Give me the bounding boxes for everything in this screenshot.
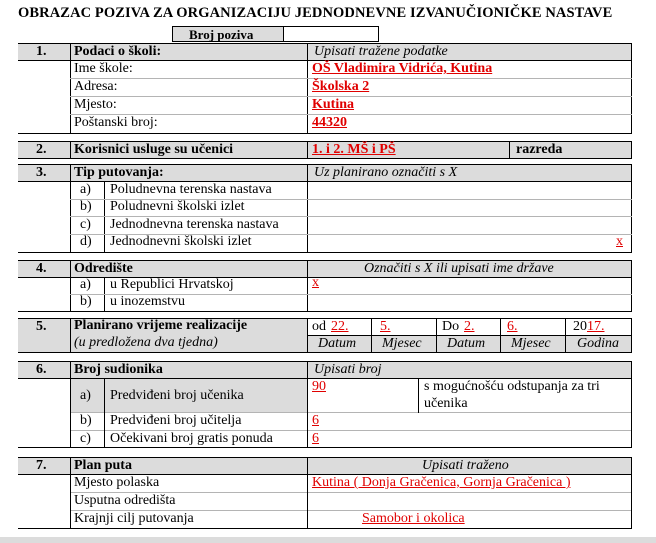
school-name-value[interactable]: OŠ Vladimira Vidrića, Kutina xyxy=(312,61,493,76)
trip-type-c-letter: c) xyxy=(80,217,91,232)
broj-poziva-label-cell xyxy=(172,26,284,42)
postal-code-value[interactable]: 44320 xyxy=(312,115,347,130)
section-3-number: 3. xyxy=(36,165,47,180)
year-suffix: 17. xyxy=(587,319,605,334)
teachers-count[interactable]: 6 xyxy=(312,413,319,428)
gratis-count[interactable]: 6 xyxy=(312,431,319,446)
section-4-header: Odredište xyxy=(74,261,133,276)
caption-godina: Godina xyxy=(577,336,619,351)
section-6-hint: Upisati broj xyxy=(314,362,382,377)
students-note-line1: s mogućnošću odstupanja za tri xyxy=(424,379,600,394)
date-from-label: od xyxy=(312,319,326,334)
trip-type-a-label: Poludnevna terenska nastava xyxy=(110,182,272,197)
final-destination-value[interactable]: Samobor i okolica xyxy=(362,511,465,526)
gratis-letter: c) xyxy=(80,431,91,446)
students-count[interactable]: 90 xyxy=(312,379,326,394)
destination-a-letter: a) xyxy=(80,277,91,292)
destination-a-mark[interactable]: x xyxy=(312,275,319,290)
year-prefix: 20 xyxy=(573,319,587,334)
section-7-header: Plan puta xyxy=(74,458,132,473)
students-letter: a) xyxy=(80,388,91,403)
destination-b-label: u inozemstvu xyxy=(110,294,186,309)
broj-poziva-label: Broj poziva xyxy=(189,27,254,42)
section-1-header: Podaci o školi: xyxy=(74,44,162,59)
city-label: Mjesto: xyxy=(74,97,117,112)
grades-suffix: razreda xyxy=(516,142,563,157)
date-from-day[interactable]: 22. xyxy=(331,319,349,334)
destination-a-label: u Republici Hrvatskoj xyxy=(110,277,234,292)
broj-poziva-field[interactable] xyxy=(283,26,379,42)
final-destination-label: Krajnji cilj putovanja xyxy=(74,511,194,526)
students-label: Predviđeni broj učenika xyxy=(110,388,244,403)
teachers-label: Predviđeni broj učitelja xyxy=(110,413,242,428)
address-value[interactable]: Školska 2 xyxy=(312,79,370,94)
trip-type-b-letter: b) xyxy=(80,199,92,214)
teachers-letter: b) xyxy=(80,413,92,428)
trip-type-c-label: Jednodnevna terenska nastava xyxy=(110,217,279,232)
caption-datum-1: Datum xyxy=(318,336,357,351)
caption-datum-2: Datum xyxy=(447,336,486,351)
date-to-day[interactable]: 2. xyxy=(464,319,475,334)
next-section-strip xyxy=(0,537,656,543)
section-5-header: Planirano vrijeme realizacije xyxy=(74,318,248,333)
section-5-number: 5. xyxy=(36,319,47,334)
section-4-hint: Označiti s X ili upisati ime države xyxy=(364,261,554,276)
trip-type-d-letter: d) xyxy=(80,234,92,249)
section-3-header: Tip putovanja: xyxy=(74,165,164,180)
gratis-label: Očekivani broj gratis ponuda xyxy=(110,431,273,446)
section-1-number: 1. xyxy=(36,44,47,59)
section-7-hint: Upisati traženo xyxy=(422,458,509,473)
date-from-month[interactable]: 5. xyxy=(380,319,391,334)
section-5-subheader: (u predložena dva tjedna) xyxy=(74,335,218,350)
students-note-line2: učenika xyxy=(424,396,468,411)
waypoints-label: Usputna odredišta xyxy=(74,493,176,508)
destination-b-letter: b) xyxy=(80,294,92,309)
city-value[interactable]: Kutina xyxy=(312,97,355,112)
date-to-label: Do xyxy=(442,319,460,334)
school-name-label: Ime škole: xyxy=(74,61,133,76)
section-2-header: Korisnici usluge su učenici xyxy=(74,142,234,157)
section-3-hint: Uz planirano označiti s X xyxy=(314,165,458,180)
caption-mjesec-2: Mjesec xyxy=(511,336,551,351)
trip-type-b-label: Poludnevni školski izlet xyxy=(110,199,245,214)
section-4-number: 4. xyxy=(36,261,47,276)
section-2-number: 2. xyxy=(36,142,47,157)
date-to-month[interactable]: 6. xyxy=(507,319,518,334)
departure-label: Mjesto polaska xyxy=(74,475,160,490)
caption-mjesec-1: Mjesec xyxy=(382,336,422,351)
section-6-number: 6. xyxy=(36,362,47,377)
trip-type-d-label: Jednodnevni školski izlet xyxy=(110,234,252,249)
section-7-number: 7. xyxy=(36,458,47,473)
form-title: OBRAZAC POZIVA ZA ORGANIZACIJU JEDNODNEVNE IZVANUČIONIČKE NASTAVE xyxy=(18,5,613,21)
section-6-header: Broj sudionika xyxy=(74,362,163,377)
address-label: Adresa: xyxy=(74,79,118,94)
trip-type-d-mark[interactable]: x xyxy=(616,234,623,249)
trip-type-a-letter: a) xyxy=(80,182,91,197)
grades-value[interactable]: 1. i 2. MŠ i PŠ xyxy=(312,142,396,157)
year-field[interactable] xyxy=(573,319,605,335)
departure-value[interactable]: Kutina ( Donja Gračenica, Gornja Gračenica ) xyxy=(312,475,571,490)
postal-code-label: Poštanski broj: xyxy=(74,115,158,130)
section-1-hint: Upisati tražene podatke xyxy=(314,44,448,59)
